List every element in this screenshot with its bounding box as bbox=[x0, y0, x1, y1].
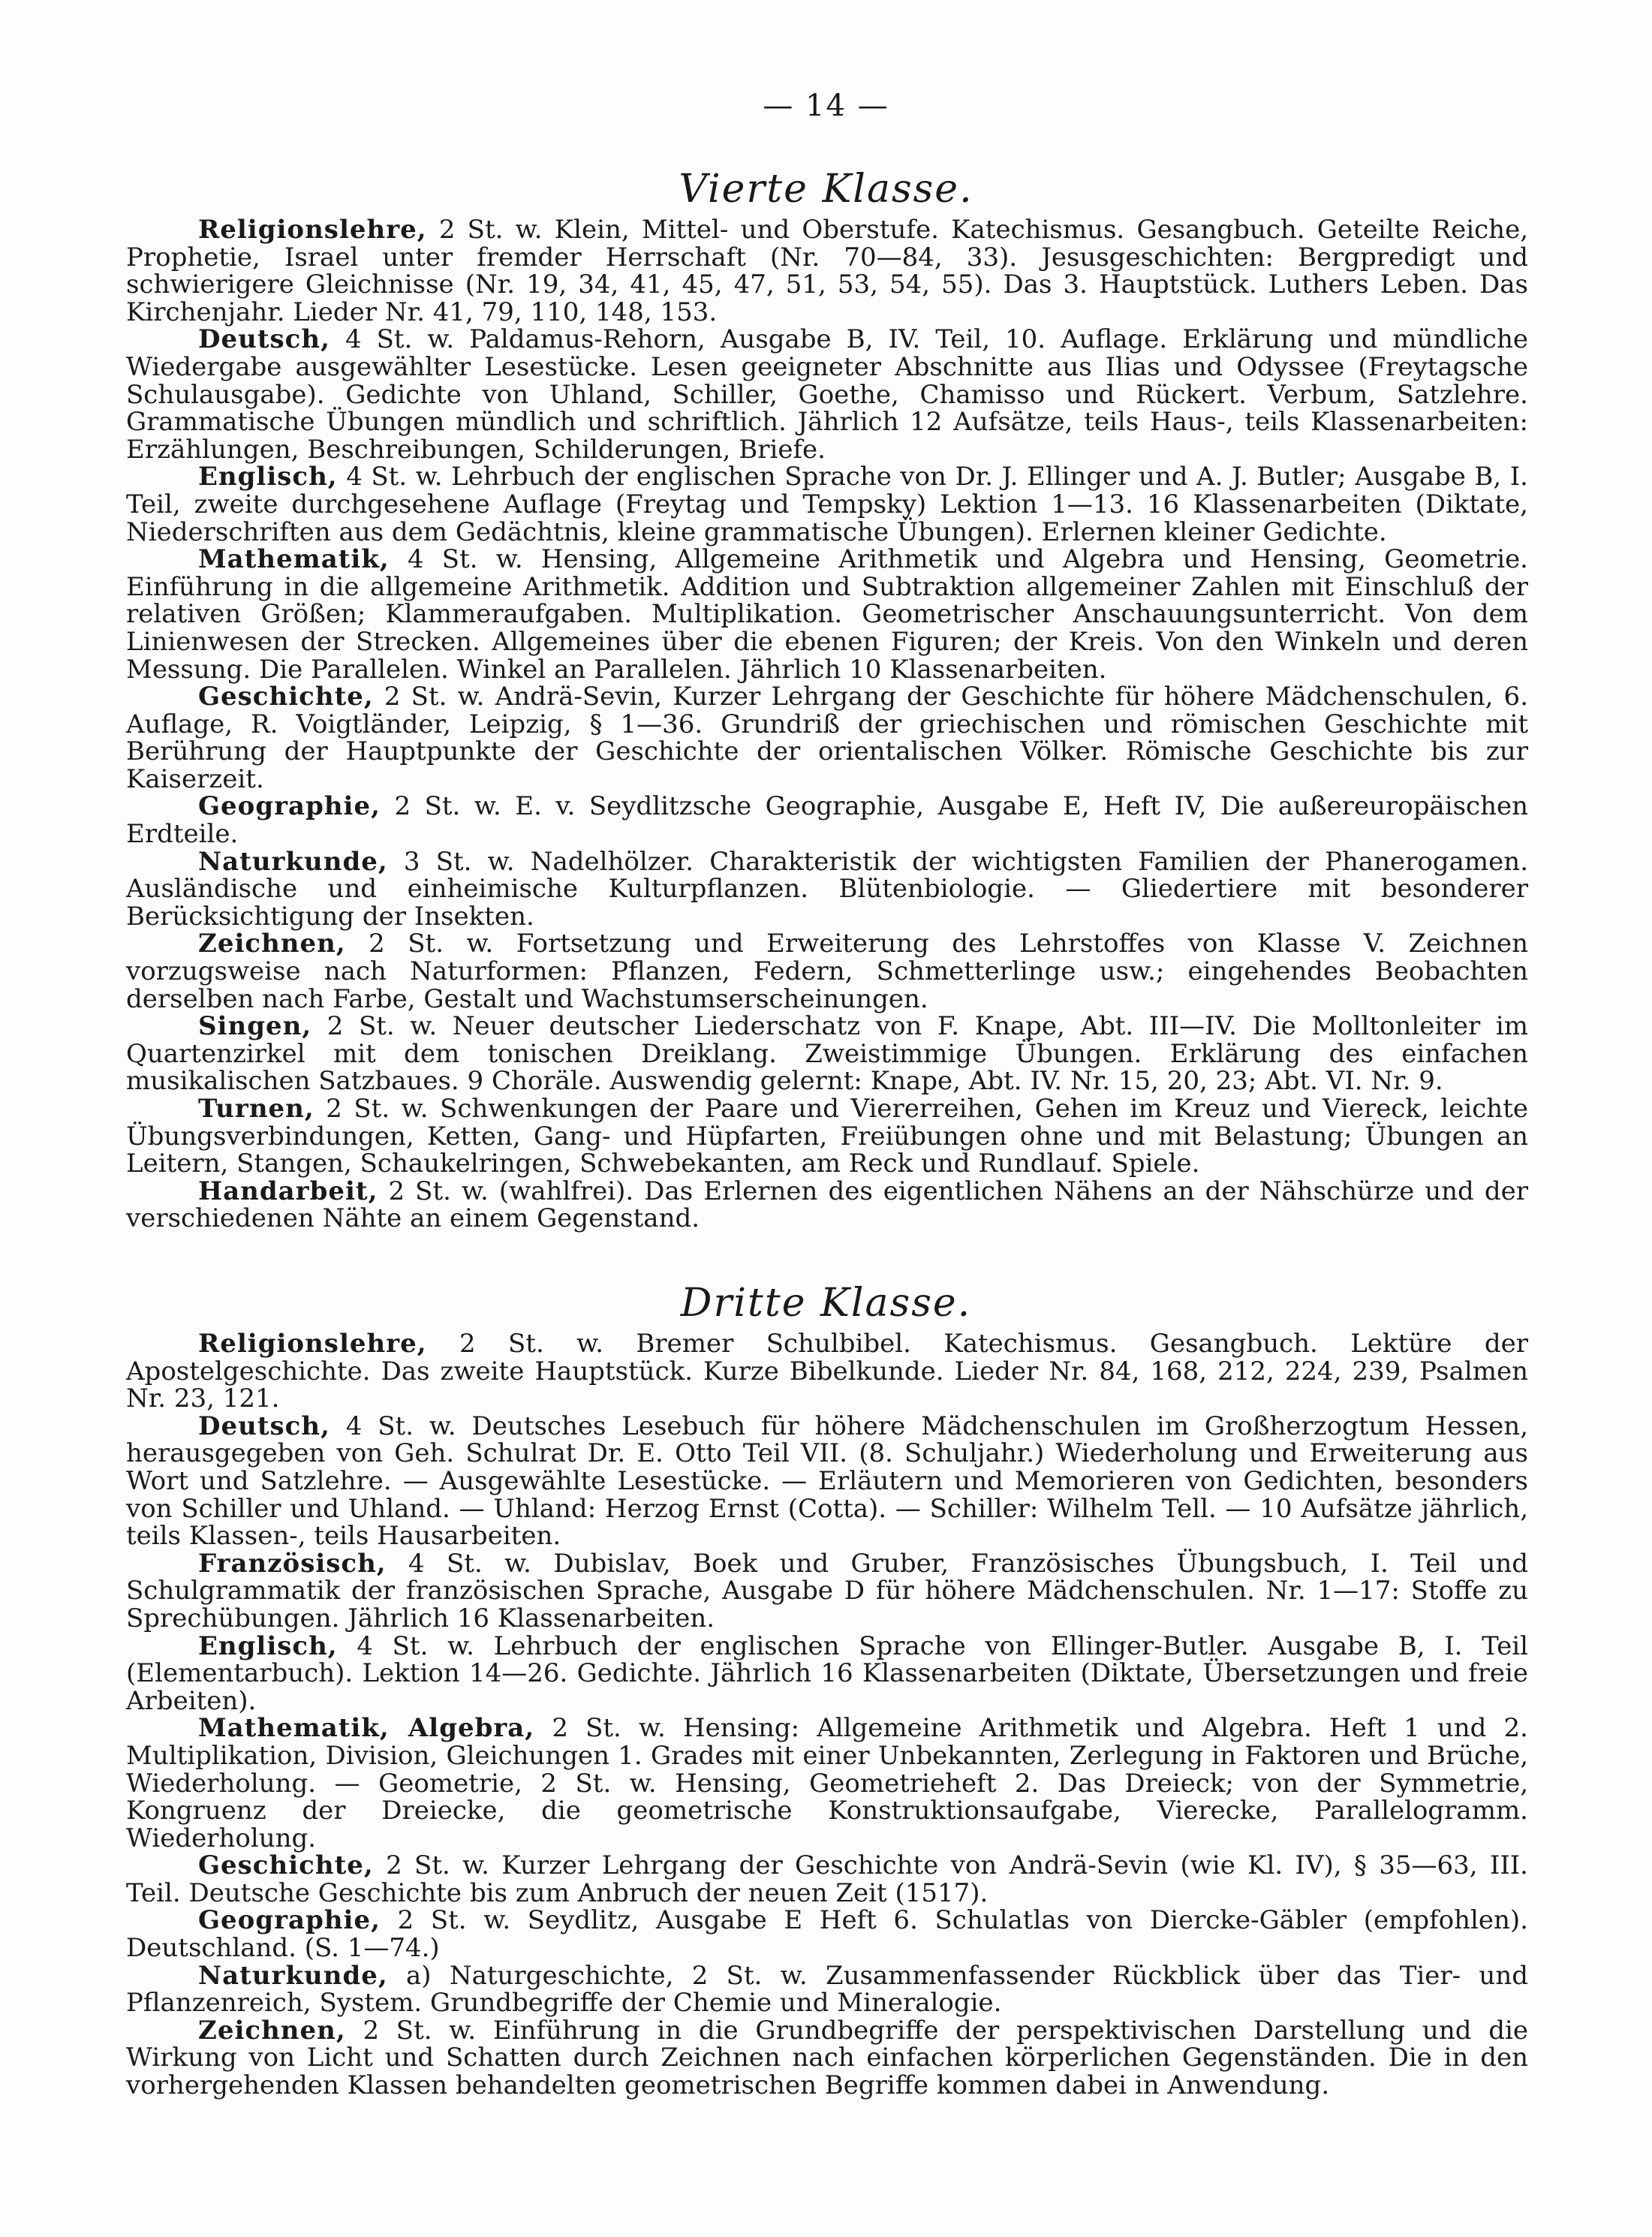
paragraph-text: 3 St. w. Nadelhölzer. Charakteristik der wichtigsten Familien der Phanerogamen. Ausländische und einheimische Kulturpflanzen. Blütenbiologie. — Gliedertiere mit besonderer Berücksichtigung der Insekten. bbox=[126, 846, 1528, 932]
paragraph-geschichte bbox=[126, 683, 1528, 793]
paragraph-deutsch bbox=[126, 326, 1528, 463]
paragraph-text: 2 St. w. Hensing: Allgemeine Arithmetik und Algebra. Heft 1 und 2. Multiplikation, Division, Gleichungen 1. Grades mit einer Unbekannten, Zerlegung in Faktoren und Brüche, Wiederholung. — Geometrie, 2 St. w. Hensing, Geometrieheft 2. Das Dreieck; von der Symmetrie, Kongruenz der Dreiecke, die geometrische Konstruktionsaufgabe, Vierecke, Parallelogramm. Wiederholung. bbox=[126, 1713, 1528, 1853]
subject-label: Religionslehre, bbox=[198, 215, 427, 245]
page-number: — 14 — bbox=[763, 89, 889, 123]
paragraph-naturkunde bbox=[126, 1962, 1528, 2017]
subject-label: Geographie, bbox=[198, 1905, 381, 1936]
subject-label: Geographie, bbox=[198, 791, 381, 822]
subject-label: Deutsch, bbox=[198, 324, 330, 355]
paragraph-text: 4 St. w. Hensing, Allgemeine Arithmetik und Algebra und Hensing, Geometrie. Einführung in die allgemeine Arithmetik. Addition und Subtraktion allgemeiner Zahlen mit Einschluß der relativen Größen; Klammeraufgaben. Multiplikation. Geometrischer Anschauungsunterricht. Von dem Linienwesen der Strecken. Allgemeines über die ebenen Figuren; der Kreis. Von den Winkeln und deren Messung. Die Parallelen. Winkel an Parallelen. Jährlich 10 Klassenarbeiten. bbox=[126, 544, 1528, 685]
subject-label: Naturkunde, bbox=[198, 846, 388, 877]
paragraph-text: 2 St. w. Schwenkungen der Paare und Viererreihen, Gehen im Kreuz und Viereck, leichte Übungsverbindungen, Ketten, Gang- und Hüpfarten, Freiübungen ohne und mit Belastung; Übungen an Leitern, Stangen, Schaukelringen, Schwebekanten, am Reck und Rundlauf. Spiele. bbox=[126, 1094, 1528, 1179]
paragraph-englisch bbox=[126, 463, 1528, 546]
paragraph-franzoesisch bbox=[126, 1550, 1528, 1633]
subject-label: Deutsch, bbox=[198, 1411, 330, 1441]
subject-label: Singen, bbox=[198, 1011, 312, 1042]
section-heading-dritte-klasse: Dritte Klasse. bbox=[680, 1281, 972, 1326]
paragraph-text: 2 St. w. Klein, Mittel- und Oberstufe. Katechismus. Gesangbuch. Geteilte Reiche, Prophetie, Israel unter fremder Herrschaft (Nr. 70—84, 33). Jesusgeschichten: Bergpredigt und schwierigere Gleichnisse (Nr. 19, 34, 41, 45, 47, 51, 53, 54, 55). Das 3. Hauptstück. Luthers Leben. Das Kirchenjahr. Lieder Nr. 41, 79, 110, 148, 153. bbox=[126, 215, 1529, 327]
paragraph-turnen bbox=[126, 1095, 1528, 1178]
section-dritte-klasse bbox=[126, 1330, 1528, 2100]
paragraph-englisch bbox=[126, 1630, 1529, 1716]
paragraph-text: 4 St. w. Deutsches Lesebuch für höhere Mädchenschulen im Großherzogtum Hessen, herausgegeben von Geh. Schulrat Dr. E. Otto Teil VII. (8. Schuljahr.) Wiederholung und Erweiterung aus Wort und Satzlehre. — Ausgewählte Lesestücke. — Erläutern und Memorieren von Gedichten, besonders von Schiller und Uhland. — Uhland: Herzog Ernst (Cotta). — Schiller: Wilhelm Tell. — 10 Aufsätze jährlich, teils Klassen-, teils Hausarbeiten. bbox=[126, 1411, 1528, 1552]
paragraph-geographie bbox=[126, 793, 1528, 848]
paragraph-text: 2 St. w. Andrä-Sevin, Kurzer Lehrgang der Geschichte für höhere Mädchenschulen, 6. Auflage, R. Voigtländer, Leipzig, § 1—36. Grundriß der griechischen und römischen Geschichte mit Berührung der Hauptpunkte der Geschichte der orientalischen Völker. Römische Geschichte bis zur Kaiserzeit. bbox=[126, 682, 1528, 794]
paragraph-text: 4 St. w. Paldamus-Rehorn, Ausgabe B, IV. Teil, 10. Auflage. Erklärung und mündliche Wiedergabe ausgewählter Lesestücke. Lesen geeigneter Abschnitte aus Ilias und Odyssee (Freytagsche Schulausgabe). Gedichte von Uhland, Schiller, Goethe, Chamisso und Rückert. Verbum, Satzlehre. Grammatische Übungen mündlich und schriftlich. Jährlich 12 Aufsätze, teils Haus-, teils Klassenarbeiten: Erzählungen, Beschreibungen, Schilderungen, Briefe. bbox=[126, 324, 1528, 465]
paragraph-text: 2 St. w. Bremer Schulbibel. Katechismus. Gesangbuch. Lektüre der Apostelgeschichte. Das zweite Hauptstück. Kurze Bibelkunde. Lieder Nr. 84, 168, 212, 224, 239, Psalmen Nr. 23, 121. bbox=[126, 1329, 1528, 1414]
paragraph-text: 4 St. w. Dubislav, Boek und Gruber, Französisches Übungsbuch, I. Teil und Schulgrammatik der französischen Sprache, Ausgabe D für höhere Mädchenschulen. Nr. 1—17: Stoffe zu Sprechübungen. Jährlich 16 Klassenarbeiten. bbox=[126, 1548, 1529, 1633]
subject-label: Englisch, bbox=[198, 462, 338, 492]
subject-label: Religionslehre, bbox=[198, 1329, 427, 1359]
subject-label: Französisch, bbox=[198, 1548, 387, 1579]
paragraph-religionslehre bbox=[126, 1330, 1528, 1413]
section-heading-vierte-klasse: Vierte Klasse. bbox=[679, 167, 973, 212]
paragraph-geschichte bbox=[126, 1852, 1528, 1907]
paragraph-deutsch bbox=[126, 1413, 1528, 1550]
subject-label: Geschichte, bbox=[198, 682, 374, 712]
subject-label: Geschichte, bbox=[198, 1850, 374, 1881]
section-vierte-klasse bbox=[126, 216, 1528, 1233]
paragraph-mathematik bbox=[126, 1715, 1528, 1852]
subject-label: Turnen, bbox=[198, 1094, 314, 1124]
paragraph-text: 2 St. w. Neuer deutscher Liederschatz von F. Knape, Abt. III—IV. Die Molltonleiter im Quartenzirkel mit dem tonischen Dreiklang. Zweistimmige Übungen. Erklärung des einfachen musikalischen Satzbaues. 9 Choräle. Auswendig gelernt: Knape, Abt. IV. Nr. 15, 20, 23; Abt. VI. Nr. 9. bbox=[126, 1011, 1528, 1097]
subject-label: Naturkunde, bbox=[198, 1960, 388, 1991]
paragraph-text: 4 St. w. Lehrbuch der englischen Sprache von Ellinger-Butler. Ausgabe B, I. Teil (Elementarbuch). Lektion 14—26. Gedichte. Jährlich 16 Klassenarbeiten (Diktate, Übersetzungen und freie Arbeiten). bbox=[126, 1630, 1529, 1716]
paragraph-naturkunde bbox=[126, 848, 1528, 931]
subject-label: Mathematik, bbox=[198, 544, 390, 575]
paragraph-geographie bbox=[126, 1907, 1528, 1962]
paragraph-text: a) Naturgeschichte, 2 St. w. Zusammenfassender Rückblick über das Tier- und Pflanzenreich, System. Grundbegriffe der Chemie und Mineralogie. bbox=[126, 1960, 1528, 2019]
subject-label: Zeichnen, bbox=[198, 2015, 346, 2046]
paragraph-text: 2 St. w. Fortsetzung und Erweiterung des Lehrstoffes von Klasse V. Zeichnen vorzugsweise nach Naturformen: Pflanzen, Federn, Schmetterlinge usw.; eingehendes Beobachten derselben nach Farbe, Gestalt und Wachstumserscheinungen. bbox=[126, 929, 1528, 1014]
paragraph-text: 2 St. w. E. v. Seydlitzsche Geographie, Ausgabe E, Heft IV, Die außereuropäischen Erdteile. bbox=[126, 791, 1529, 850]
subject-label: Handarbeit, bbox=[198, 1176, 378, 1206]
paragraph-text: 2 St. w. Kurzer Lehrgang der Geschichte von Andrä-Sevin (wie Kl. IV), § 35—63, III. Teil. Deutsche Geschichte bis zum Anbruch der neuen Zeit (1517). bbox=[126, 1850, 1528, 1908]
subject-label: Englisch, bbox=[198, 1630, 338, 1661]
paragraph-religionslehre bbox=[126, 216, 1528, 326]
paragraph-text: 2 St. w. Einführung in die Grundbegriffe der perspektivischen Darstellung und die Wirkung von Licht und Schatten durch Zeichnen nach einfachen körperlichen Gegenständen. Die in den vorhergehenden Klassen behandelten geometrischen Begriffe kommen dabei in Anwendung. bbox=[126, 2015, 1528, 2101]
paragraph-handarbeit bbox=[126, 1178, 1528, 1233]
subject-label: Mathematik, Algebra, bbox=[198, 1713, 535, 1744]
paragraph-zeichnen bbox=[126, 930, 1528, 1013]
paragraph-mathematik bbox=[126, 546, 1528, 683]
paragraph-text: 2 St. w. (wahlfrei). Das Erlernen des eigentlichen Nähens an der Nähschürze und der verschiedenen Nähte an einem Gegenstand. bbox=[126, 1176, 1528, 1234]
paragraph-text: 2 St. w. Seydlitz, Ausgabe E Heft 6. Schulatlas von Diercke-Gäbler (empfohlen). Deutschland. (S. 1—74.) bbox=[126, 1905, 1529, 1964]
paragraph-text: 4 St. w. Lehrbuch der englischen Sprache von Dr. J. Ellinger und A. J. Butler; Ausgabe B, I. Teil, zweite durchgesehene Auflage (Freytag und Tempsky) Lektion 1—13. 16 Klassenarbeiten (Diktate, Niederschriften aus dem Gedächtnis, kleine grammatische Übungen). Erlernen kleiner Gedichte. bbox=[126, 462, 1528, 547]
paragraph-zeichnen bbox=[126, 2017, 1528, 2100]
subject-label: Zeichnen, bbox=[198, 929, 346, 959]
paragraph-singen bbox=[126, 1013, 1528, 1095]
